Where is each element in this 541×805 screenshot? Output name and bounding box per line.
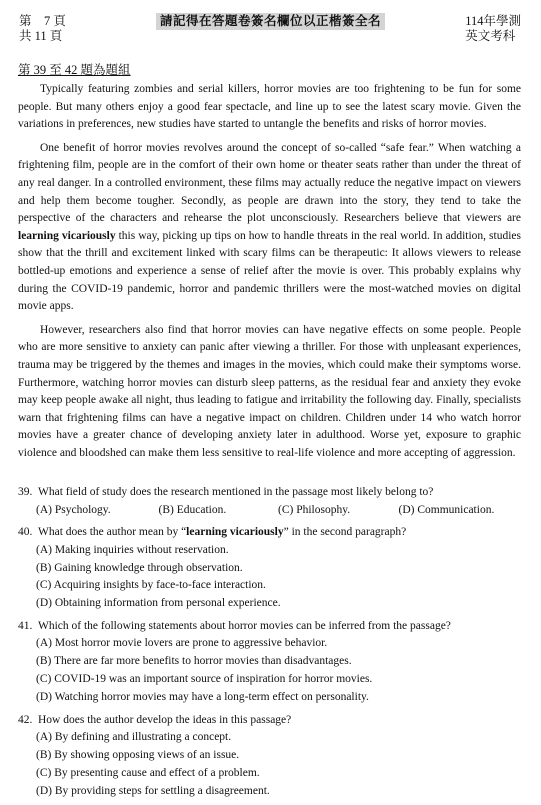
question-text: Which of the following statements about horror movies can be inferred from the passage?	[38, 619, 451, 632]
paragraph-2-text-a: One benefit of horror movies revolves around the concept of so-called “safe fear.” When watching a frightening film, people are in the comfort of their own home or theater seats rather than under the threat of any real danger. In a controlled environment, these films may actually reduce the negative impact on viewers and help them become tougher. Secondly, as people are drawn into the story, they tend to take the perspective of the characters and rehearse the plot unconsciously. Researchers believe that viewers are	[18, 141, 521, 225]
option-b: (B) Gaining knowledge through observation.	[36, 561, 243, 574]
page-number-header	[19, 14, 66, 44]
question-39	[18, 484, 521, 519]
option-list	[18, 729, 521, 800]
question-41	[18, 618, 521, 707]
option-d: (D) Communication.	[398, 503, 495, 516]
question-text-a: What does the author mean by “	[38, 526, 187, 539]
signature-notice: 請記得在答題卷簽名欄位以正楷簽全名	[156, 13, 385, 30]
question-stem	[18, 712, 521, 730]
option-list	[18, 542, 521, 613]
question-stem	[18, 484, 521, 502]
passage-paragraph-1: Typically featuring zombies and serial killers, horror movies are too frightening to be fun for some people. But many others enjoy a good fear spectacle, and line up to see the latest scary movie. Given the variations in preferences, new studies have started to untangle the benefits and risks of horror movies.	[18, 83, 521, 131]
subject-label: 英文考科	[465, 29, 516, 43]
question-stem	[18, 618, 521, 636]
key-phrase: learning vicariously	[18, 229, 116, 242]
question-stem	[18, 524, 521, 542]
question-list	[18, 484, 521, 805]
exam-info-header	[465, 14, 521, 44]
question-text-b: ” in the second paragraph?	[283, 526, 407, 539]
question-42	[18, 712, 521, 801]
question-text: How does the author develop the ideas in this passage?	[38, 713, 292, 726]
option-d: (D) Watching horror movies may have a long-term effect on personality.	[36, 690, 369, 703]
passage-paragraph-2	[18, 140, 521, 316]
option-b: (B) Education.	[158, 503, 227, 516]
reading-passage	[18, 81, 521, 468]
option-c: (C) Philosophy.	[278, 503, 351, 516]
question-number: 39.	[18, 486, 33, 498]
option-a: (A) Most horror movie lovers are prone to aggressive behavior.	[36, 637, 328, 650]
page-label: 第 7 頁	[19, 14, 66, 28]
total-pages-label: 共 11 頁	[19, 29, 63, 43]
option-a: (A) By defining and illustrating a concept.	[36, 731, 232, 744]
option-list	[18, 635, 521, 706]
option-c: (C) By presenting cause and effect of a problem.	[36, 766, 260, 779]
passage-paragraph-3: However, researchers also find that horror movies can have negative effects on some people. People who are more sensitive to anxiety can panic after viewing a thriller. For those with unpleasant experiences, trauma may be triggered by the themes and images in the movies, which could make their symptoms worse. Furthermore, watching horror movies can disturb sleep patterns, as the residual fear and anxiety they evoke may keep people awake all night, thus leading to fatigue and irritability the following day. Finally, specialists warn that frightening films can have a negative impact on children. Children under 14 who watch horror movies have a greater chance of developing anxiety later in adulthood. Worse yet, exposure to graphic violence and bloodshed can make them less sensitive to real-life violence and more accepting of aggression.	[18, 323, 521, 459]
question-40	[18, 524, 521, 613]
option-d: (D) By providing steps for settling a disagreement.	[36, 784, 270, 797]
option-d: (D) Obtaining information from personal experience.	[36, 597, 281, 610]
exam-year: 114年學測	[465, 14, 521, 28]
option-c: (C) Acquiring insights by face-to-face interaction.	[36, 579, 266, 592]
question-number: 42.	[18, 713, 33, 726]
option-b: (B) There are far more benefits to horror movies than disadvantages.	[36, 655, 352, 668]
section-title: 第 39 至 42 題為題組	[18, 63, 131, 77]
question-text: What field of study does the research mentioned in the passage most likely belong to?	[38, 486, 434, 498]
option-c: (C) COVID-19 was an important source of inspiration for horror movies.	[36, 673, 373, 686]
question-key-phrase: learning vicariously	[186, 526, 284, 539]
option-a: (A) Making inquiries without reservation.	[36, 543, 229, 556]
paragraph-2-text-b: this way, picking up tips on how to handle threats in the real world. In addition, studies show that the thrill and excitement linked with scary films can be therapeutic: It allows viewers to release bottled-up emotions and experience a sense of relief after the movie is over. This probably explains why during the COVID-19 pandemic, horror and pandemic thrillers were the most-watched movies on digital movie apps.	[18, 229, 521, 313]
question-number: 40.	[18, 526, 33, 539]
option-a: (A) Psychology.	[36, 503, 111, 516]
option-list	[18, 502, 521, 520]
option-b: (B) By showing opposing views of an issue.	[36, 748, 240, 761]
question-number: 41.	[18, 619, 33, 632]
